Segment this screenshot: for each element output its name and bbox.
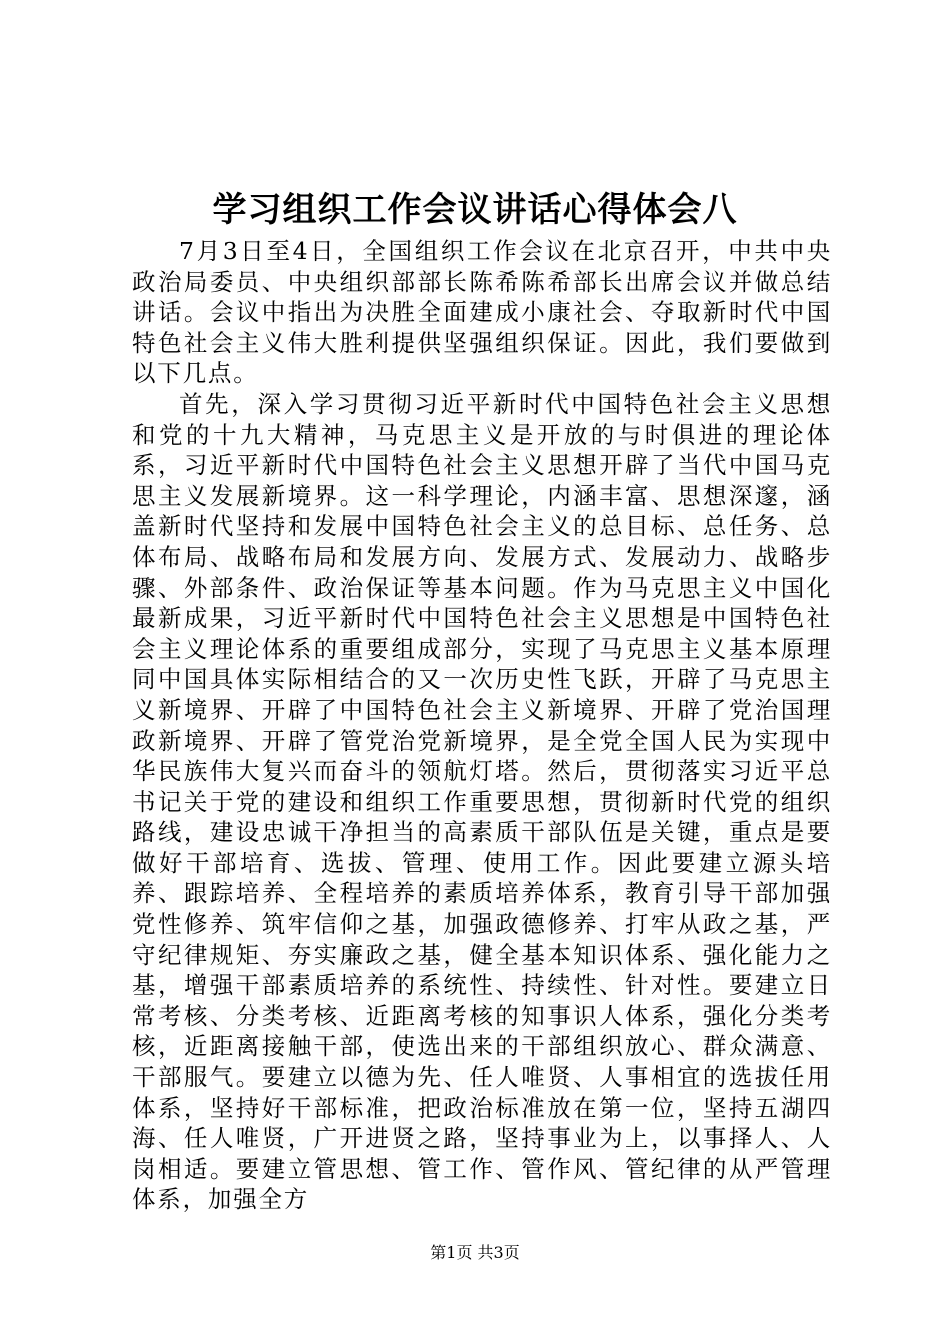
page-number-footer: 第1页 共3页 [430, 1243, 520, 1262]
paragraph-intro: 7月3日至4日，全国组织工作会议在北京召开，中共中央政治局委员、中央组织部部长陈希陈希部长出席会议并做总结讲话。会议中指出为决胜全面建成小康社会、夺取新时代中国特色社会主义伟大胜利提供坚强组织保证。因此，我们要做到以下几点。 [132, 237, 832, 388]
paragraph-main: 首先，深入学习贯彻习近平新时代中国特色社会主义思想和党的十九大精神，马克思主义是开放的与时俱进的理论体系，习近平新时代中国特色社会主义思想开辟了当代中国马克思主义发展新境界。这一科学理论，内涵丰富、思想深邃，涵盖新时代坚持和发展中国特色社会主义的总目标、总任务、总体布局、战略布局和发展方向、发展方式、发展动力、战略步骤、外部条件、政治保证等基本问题。作为马克思主义中国化最新成果，习近平新时代中国特色社会主义思想是中国特色社会主义理论体系的重要组成部分，实现了马克思主义基本原理同中国具体实际相结合的又一次历史性飞跃，开辟了马克思主义新境界、开辟了中国特色社会主义新境界、开辟了党治国理政新境界、开辟了管党治党新境界，是全党全国人民为实现中华民族伟大复兴而奋斗的领航灯塔。然后，贯彻落实习近平总书记关于党的建设和组织工作重要思想，贯彻新时代党的组织路线，建设忠诚干净担当的高素质干部队伍是关键，重点是要做好干部培育、选拔、管理、使用工作。因此要建立源头培养、跟踪培养、全程培养的素质培养体系，教育引导干部加强党性修养、筑牢信仰之基，加强政德修养、打牢从政之基，严守纪律规矩、夯实廉政之基，健全基本知识体系、强化能力之基，增强干部素质培养的系统性、持续性、针对性。要建立日常考核、分类考核、近距离考核的知事识人体系，强化分类考核，近距离接触干部，使选出来的干部组织放心、群众满意、干部服气。要建立以德为先、任人唯贤、人事相宜的选拔任用体系，坚持好干部标准，把政治标准放在第一位，坚持五湖四海、任人唯贤，广开进贤之路，坚持事业为上，以事择人、人岗相适。要建立管思想、管工作、管作风、管纪律的从严管理体系，加强全方 [132, 389, 832, 1214]
document-title: 学习组织工作会议讲话心得体会八 [212, 190, 738, 230]
document-body [132, 236, 832, 1215]
